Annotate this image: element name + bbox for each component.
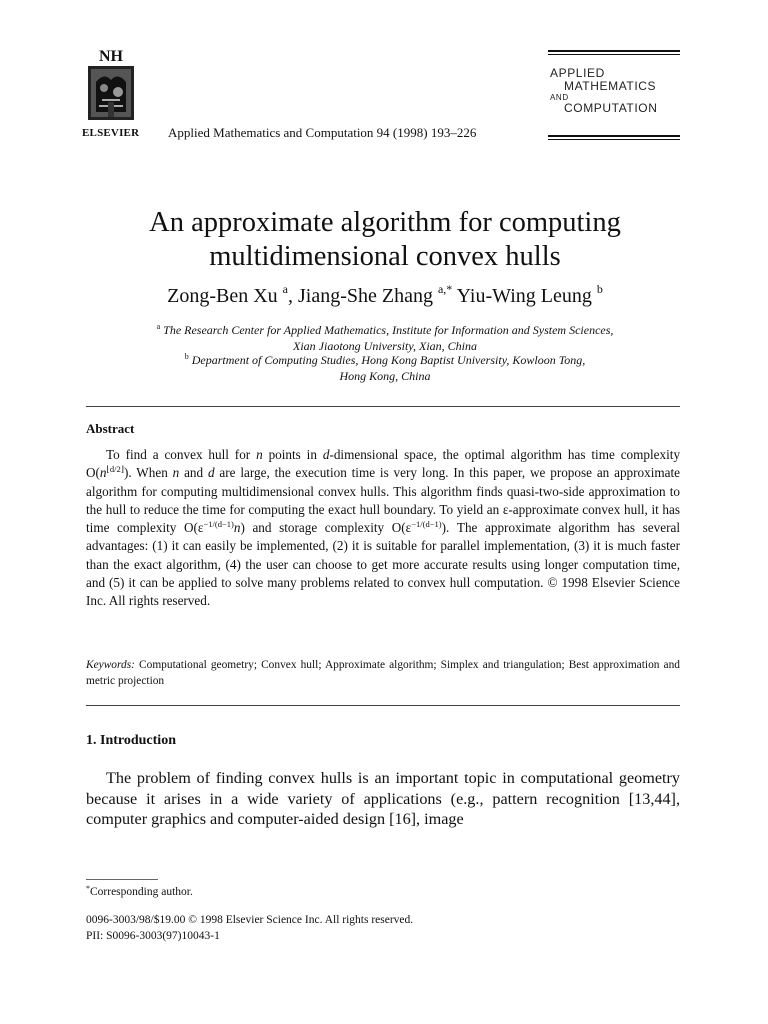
- journal-title-line: COMPUTATION: [564, 101, 658, 115]
- section-heading-introduction: 1. Introduction: [86, 733, 176, 748]
- paragraph: The problem of finding convex hulls is an important topic in computational geometry because it arises in a wide variety of applications (e.g., pattern recognition [13,44], computer graphics and computer-aided design [16], image: [86, 769, 680, 829]
- title-line: multidimensional convex hulls: [209, 241, 561, 272]
- introduction-text: [86, 768, 680, 830]
- footnote-text: Corresponding author.: [90, 886, 193, 898]
- keywords-text: Computational geometry; Convex hull; Approximate algorithm; Simplex and triangulation; Best approximation and metric projection: [86, 659, 680, 687]
- affiliation-text: Department of Computing Studies, Hong Kong Baptist University, Kowloon Tong,: [191, 353, 586, 367]
- keywords: [86, 657, 680, 689]
- keywords-label: Keywords:: [86, 659, 135, 671]
- publisher-name: ELSEVIER: [82, 127, 140, 139]
- affiliation-mark: b: [184, 352, 189, 361]
- author-list: Zong-Ben Xu $^a$, Jiang-She Zhang $^{a,*}$ Yiu-Wing Leung $^b$: [167, 282, 603, 307]
- author-name: Jiang-She Zhang: [298, 285, 433, 307]
- journal-title-rule-top: [548, 50, 680, 57]
- affiliation-mark: a: [156, 322, 161, 331]
- divider: [86, 705, 680, 706]
- article-title: [60, 206, 710, 274]
- copyright-notice: [86, 913, 413, 944]
- author-mark: a: [282, 282, 288, 296]
- footnote-mark: *: [86, 884, 90, 893]
- author-name: Zong-Ben Xu: [167, 285, 278, 307]
- journal-title-line: AND: [550, 93, 569, 102]
- abstract-heading: Abstract: [86, 421, 135, 436]
- journal-title-line: MATHEMATICS: [564, 79, 657, 93]
- author-mark: b: [596, 282, 603, 296]
- affiliation-text: Hong Kong, China: [339, 368, 431, 383]
- svg-text:NH: NH: [99, 48, 123, 65]
- journal-title: [550, 67, 690, 115]
- title-line: An approximate algorithm for computing: [149, 207, 621, 238]
- journal-title-rule-bottom: [548, 135, 680, 142]
- author-name: Yiu-Wing Leung: [456, 285, 592, 307]
- journal-reference: Applied Mathematics and Computation 94 (1998) 193–226: [168, 125, 477, 140]
- pii-line: PII: S0096-3003(97)10043-1: [86, 929, 220, 942]
- footnote: [86, 884, 193, 898]
- author-mark: a,*: [437, 282, 453, 296]
- affiliation-text: The Research Center for Applied Mathematics, Institute for Information and System Sciences,: [163, 323, 614, 337]
- copyright-line: 0096-3003/98/$19.00 © 1998 Elsevier Science Inc. All rights reserved.: [86, 914, 414, 926]
- footnote-rule: [86, 879, 158, 880]
- journal-title-line: APPLIED: [550, 66, 605, 80]
- affiliation-b: [60, 349, 710, 384]
- affiliation-text: Xian Jiaotong University, Xian, China: [293, 338, 477, 353]
- divider: [86, 406, 680, 407]
- abstract-text: To find a convex hull for n points in d-dimensional space, the optimal algorithm has time complexity $O(n^{⌊d/2⌋})$. When n and d are large, the execution time is very long. In this paper, we propose an approximate algorithm for computing multidimensional convex hulls. This algorithm finds quasi-two-side approximation to the hull to reduce the time for computing the exact hull boundary. To yield an ε-approximate convex hull, it has time complexity $O(\varepsilon^{-1/(d-1)}n)$ and storage complexity $O(\varepsilon^{-1/(d-1)})$. The approximate algorithm has several advantages: (1) it can easily be implemented, (2) it is suitable for parallel implementation, (3) it is much faster than the exact algorithm, (4) the user can choose to get more accurate results using longer computation time, and (5) it can be applied to solve many problems related to convex hull computation. © 1998 Elsevier Science Inc. All rights reserved.: [86, 447, 681, 609]
- elsevier-logo: [82, 46, 140, 126]
